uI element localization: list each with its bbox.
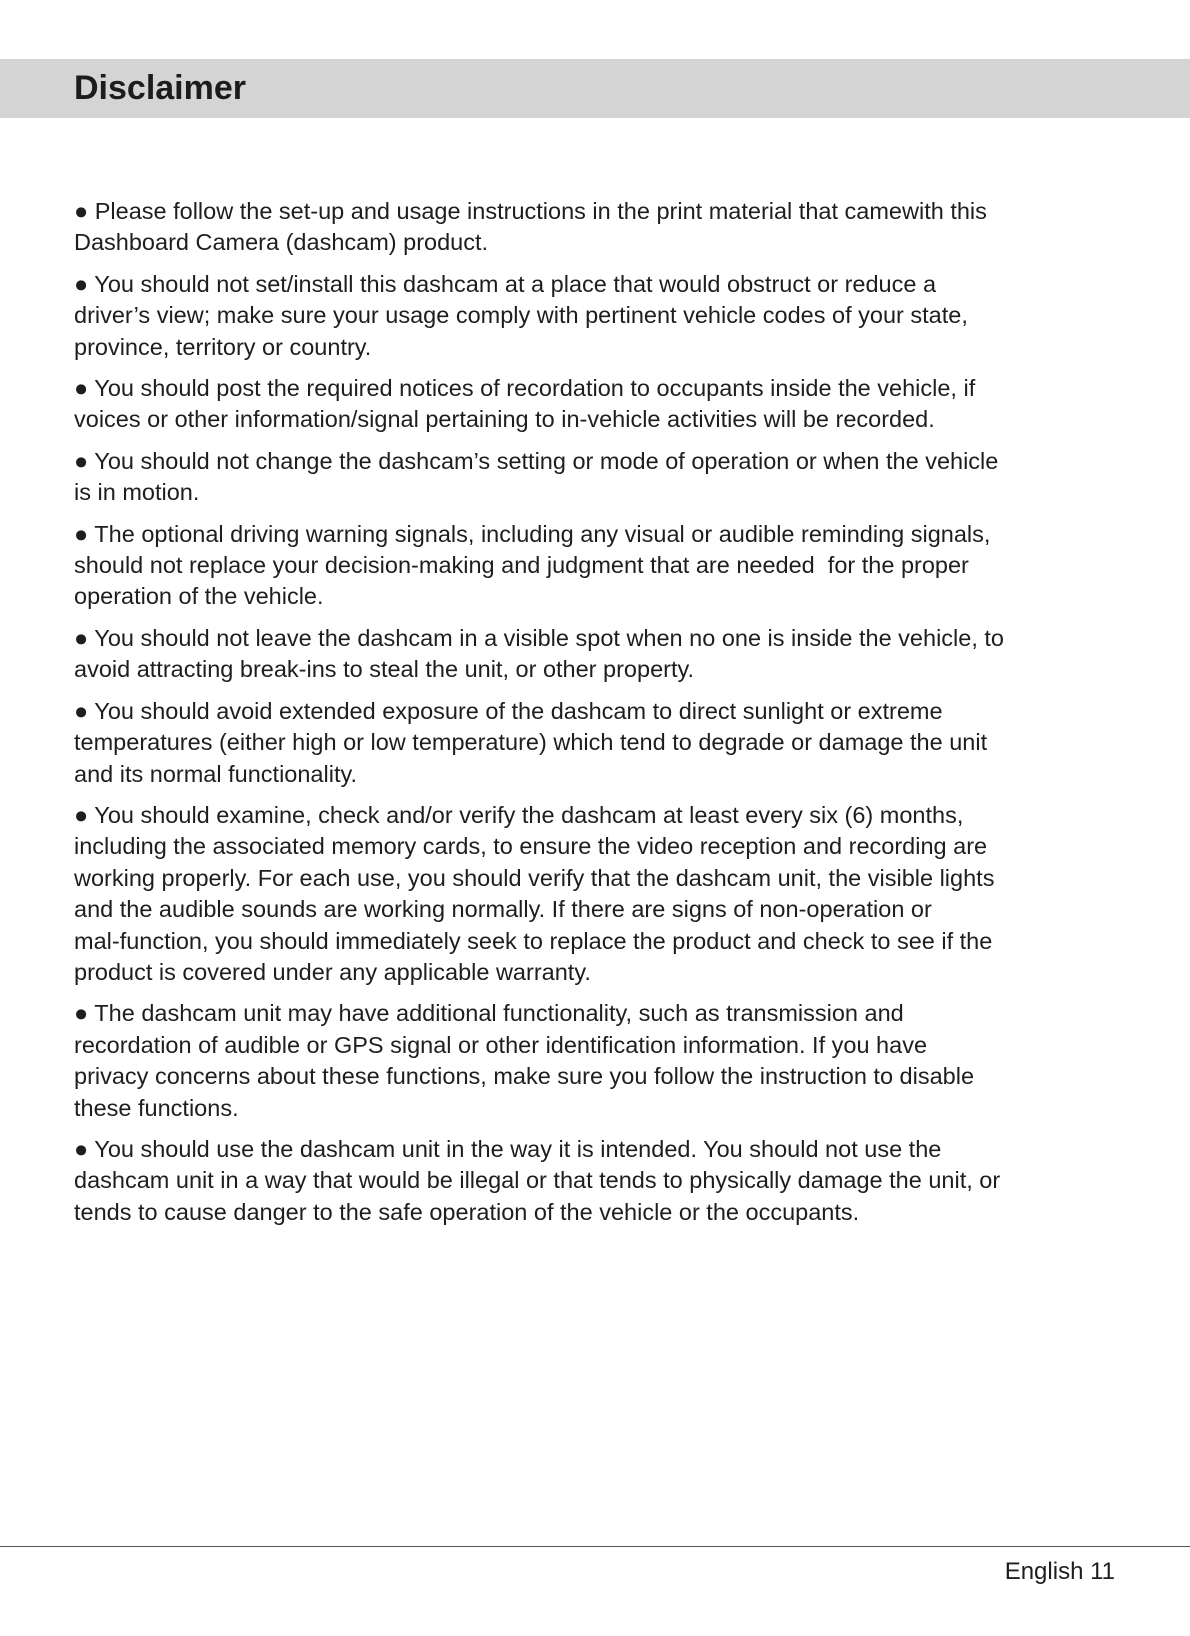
disclaimer-item: [74, 446, 1124, 509]
item-line: province, territory or country.: [74, 333, 372, 360]
disclaimer-item: [74, 373, 1124, 436]
disclaimer-item: [74, 800, 1124, 988]
disclaimer-list: [74, 196, 1124, 1238]
item-line: including the associated memory cards, to ensure the video reception and recording are: [74, 833, 988, 860]
item-line: Dashboard Camera (dashcam) product.: [74, 229, 489, 256]
item-line: privacy concerns about these functions, make sure you follow the instruction to disable: [74, 1063, 975, 1090]
item-line: ● You should use the dashcam unit in the way it is intended. You should not use the: [74, 1135, 942, 1162]
disclaimer-item: [74, 623, 1124, 686]
disclaimer-item: [74, 1134, 1124, 1228]
item-line: ● You should not set/install this dashcam at a place that would obstruct or reduce a: [74, 270, 937, 297]
disclaimer-item: [74, 269, 1124, 363]
item-line: operation of the vehicle.: [74, 583, 324, 610]
item-line: ● You should not leave the dashcam in a visible spot when no one is inside the vehicle, to: [74, 624, 1004, 651]
item-line: ● You should not change the dashcam’s setting or mode of operation or when the vehicle: [74, 447, 999, 474]
item-line: driver’s view; make sure your usage comply with pertinent vehicle codes of your state,: [74, 302, 968, 329]
item-line: dashcam unit in a way that would be illegal or that tends to physically damage the unit, or: [74, 1167, 1001, 1194]
disclaimer-item: [74, 519, 1124, 613]
item-line: voices or other information/signal pertaining to in-vehicle activities will be recorded.: [74, 406, 935, 433]
disclaimer-item: [74, 998, 1124, 1124]
page-title: Disclaimer: [74, 69, 246, 107]
item-line: ● The dashcam unit may have additional functionality, such as transmission and: [74, 1000, 904, 1027]
item-line: ● You should examine, check and/or verify the dashcam at least every six (6) months,: [74, 801, 964, 828]
item-line: mal-function, you should immediately seek to replace the product and check to see if the: [74, 927, 993, 954]
item-line: is in motion.: [74, 479, 200, 506]
item-line: should not replace your decision-making and judgment that are needed for the proper: [74, 552, 969, 579]
item-line: and its normal functionality.: [74, 760, 358, 787]
item-line: tends to cause danger to the safe operation of the vehicle or the occupants.: [74, 1198, 860, 1225]
footer-divider: [0, 1546, 1190, 1547]
disclaimer-item: [74, 696, 1124, 790]
title-bar: [0, 59, 1190, 118]
disclaimer-item: [74, 196, 1124, 259]
item-line: ● You should post the required notices of recordation to occupants inside the vehicle, if: [74, 375, 976, 402]
item-line: temperatures (either high or low temperature) which tend to degrade or damage the unit: [74, 729, 988, 756]
item-line: working properly. For each use, you should verify that the dashcam unit, the visible lights: [74, 864, 995, 891]
item-line: ● You should avoid extended exposure of the dashcam to direct sunlight or extreme: [74, 697, 943, 724]
item-line: avoid attracting break-ins to steal the unit, or other property.: [74, 656, 695, 683]
page-number: English 11: [1004, 1558, 1115, 1585]
item-line: and the audible sounds are working normally. If there are signs of non-operation or: [74, 896, 932, 923]
item-line: product is covered under any applicable warranty.: [74, 958, 591, 985]
item-line: recordation of audible or GPS signal or other identification information. If you have: [74, 1031, 928, 1058]
item-line: these functions.: [74, 1094, 239, 1121]
item-line: ● The optional driving warning signals, including any visual or audible reminding signals,: [74, 520, 991, 547]
item-line: ● Please follow the set-up and usage instructions in the print material that camewith this: [74, 198, 987, 224]
